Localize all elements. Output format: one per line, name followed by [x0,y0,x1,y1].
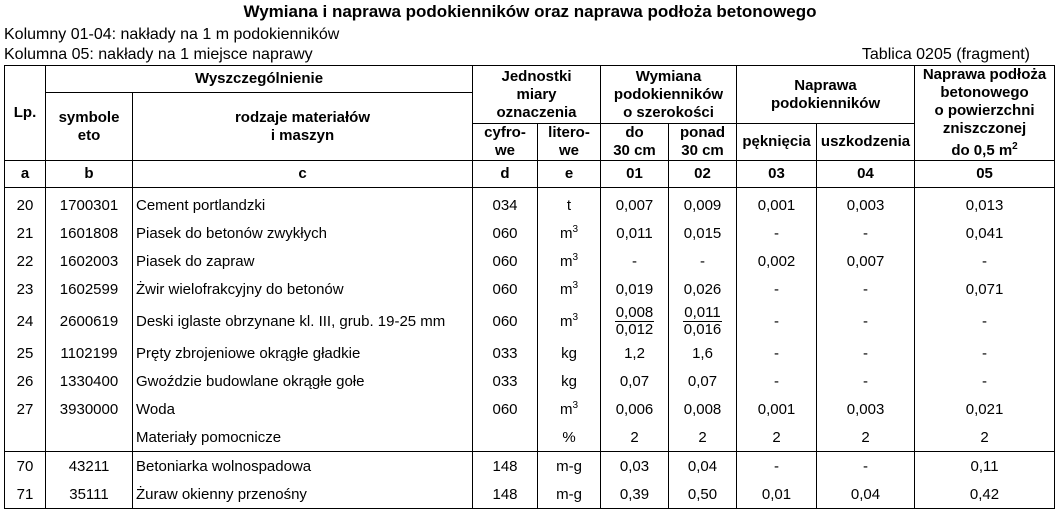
cell-lit: t [538,188,601,220]
cell-03: - [737,275,817,303]
cell-lit: $m^3$ [538,219,601,247]
cell-symbol [46,423,133,452]
cell-name: Piasek do betonów zwykłych [133,219,473,247]
header-jednostki: Jednostki miary oznaczenia [473,66,601,124]
cell-03: 0,001 [737,395,817,423]
cell-03: - [737,367,817,395]
cell-02: 0,04 [669,452,737,481]
fraction-denominator: 0,012 [615,320,654,338]
header-rodzaje: rodzaje materiałów i maszyn [133,93,473,161]
cell-02: 0,026 [669,275,737,303]
cell-lp: 23 [5,275,46,303]
cell-lit: $m^3$ [538,275,601,303]
unit-exponent: 3 [572,224,579,235]
cell-04: 0,003 [817,395,915,423]
cell-cyf: 060 [473,219,538,247]
cell-01: 0,019 [601,275,669,303]
cell-02: - [669,247,737,275]
cell-lp: 70 [5,452,46,481]
cell-name: Gwoździe budowlane okrągłe gołe [133,367,473,395]
cell-05: - [915,247,1055,275]
header-naprawa: Naprawa podokienników [737,66,915,124]
cell-lp: 20 [5,188,46,220]
cell-02: 2 [669,423,737,452]
cell-name: Deski iglaste obrzynane kl. III, grub. 19-25 mm [133,303,473,339]
cell-symbol: 43211 [46,452,133,481]
table-row [5,219,1055,247]
header-ponad30: ponad 30 cm [669,124,737,161]
cell-03: - [737,452,817,481]
letter-c: c [133,161,473,188]
letter-01: 01 [601,161,669,188]
cell-symbol: 35111 [46,480,133,509]
cell-02: 0,50 [669,480,737,509]
table-reference: Tablica 0205 (fragment) [861,46,1030,63]
fraction-denominator: 0,016 [683,320,722,338]
cell-02: 0,07 [669,367,737,395]
cell-lp: 21 [5,219,46,247]
unit-exponent: 3 [572,312,579,323]
cell-cyf: 033 [473,367,538,395]
cell-04: 0,007 [817,247,915,275]
fraction [615,305,655,338]
cell-04: - [817,367,915,395]
cell-name: Materiały pomocnicze [133,423,473,452]
cell-05: 0,013 [915,188,1055,220]
cell-name: Pręty zbrojeniowe okrągłe gładkie [133,339,473,367]
cell-lp: 71 [5,480,46,509]
cell-05: 0,041 [915,219,1055,247]
cell-05: 0,021 [915,395,1055,423]
cell-lit: m-g [538,452,601,481]
cell-05: - [915,339,1055,367]
cell-lit: % [538,423,601,452]
cell-04: - [817,219,915,247]
cell-symbol: 1102199 [46,339,133,367]
cell-05: 0,11 [915,452,1055,481]
unit-exponent: 3 [572,252,579,263]
fraction-numerator: 0,011 [684,303,721,321]
table-row [5,367,1055,395]
cell-cyf [473,423,538,452]
cell-04: 0,04 [817,480,915,509]
cell-01: 0,03 [601,452,669,481]
cell-lit: kg [538,339,601,367]
cell-03: 0,002 [737,247,817,275]
cell-04: - [817,452,915,481]
cell-name: Piasek do zapraw [133,247,473,275]
cell-01 [601,303,669,339]
cell-02: 0,009 [669,188,737,220]
cell-04: - [817,339,915,367]
table-row [5,339,1055,367]
letter-02: 02 [669,161,737,188]
cell-cyf: 148 [473,452,538,481]
cell-lit: $m^3$ [538,247,601,275]
header-wymiana: Wymiana podokienników o szerokości [601,66,737,124]
cell-02: 0,008 [669,395,737,423]
letter-d: d [473,161,538,188]
cell-01: 0,07 [601,367,669,395]
letter-e: e [538,161,601,188]
cell-01: 0,39 [601,480,669,509]
table-row [5,452,1055,481]
cell-symbol: 2600619 [46,303,133,339]
cell-lit: $m^3$ [538,303,601,339]
cell-lp: 22 [5,247,46,275]
cell-05: 0,42 [915,480,1055,509]
header-do30: do 30 cm [601,124,669,161]
cell-symbol: 1602003 [46,247,133,275]
unit-exponent: 3 [572,280,579,291]
cell-name: Żuraw okienny przenośny [133,480,473,509]
cell-03: 0,01 [737,480,817,509]
cell-lit: m-g [538,480,601,509]
cell-03: 2 [737,423,817,452]
page-title: Wymiana i naprawa podokienników oraz naprawa podłoża betonowego [243,2,817,21]
cell-lp: 24 [5,303,46,339]
table-row [5,480,1055,509]
note-columns-01-04: Kolumny 01-04: nakłady na 1 m podokienników [4,26,340,43]
cell-lit: kg [538,367,601,395]
cell-02 [669,303,737,339]
cell-lp: 25 [5,339,46,367]
cell-cyf: 034 [473,188,538,220]
cell-04: 0,003 [817,188,915,220]
header-naprawa-podloza: Naprawa podłoża betonowego o powierzchni zniszczonej do 0,5 $m^2$ [915,66,1055,161]
cell-symbol: 1601808 [46,219,133,247]
unit-exponent: 3 [572,400,579,411]
letter-05: 05 [915,161,1055,188]
cell-cyf: 060 [473,303,538,339]
cell-05: 2 [915,423,1055,452]
cell-01: 1,2 [601,339,669,367]
header-uszkodzenia: uszkodzenia [817,124,915,161]
cell-03: 0,001 [737,188,817,220]
cell-cyf: 033 [473,339,538,367]
table-row [5,275,1055,303]
letter-03: 03 [737,161,817,188]
cell-04: - [817,303,915,339]
cell-name: Woda [133,395,473,423]
letter-a: a [5,161,46,188]
cell-symbol: 1330400 [46,367,133,395]
cell-cyf: 060 [473,395,538,423]
cell-symbol: 1700301 [46,188,133,220]
cell-05: - [915,303,1055,339]
fraction-numerator: 0,008 [615,303,654,321]
cell-symbol: 3930000 [46,395,133,423]
cell-01: 2 [601,423,669,452]
header-lp: Lp. [5,66,46,161]
cell-02: 1,6 [669,339,737,367]
cell-lp: 26 [5,367,46,395]
cell-03: - [737,303,817,339]
cell-lp [5,423,46,452]
cell-lp: 27 [5,395,46,423]
fraction [683,305,723,338]
norms-table [4,65,1055,509]
cell-03: - [737,219,817,247]
header-symbole: symbole eto [46,93,133,161]
cell-name: Żwir wielofrakcyjny do betonów [133,275,473,303]
letter-04: 04 [817,161,915,188]
letter-b: b [46,161,133,188]
cell-04: 2 [817,423,915,452]
header-wyszczegolnienie: Wyszczególnienie [46,66,473,93]
header-pekniecia: pęknięcia [737,124,817,161]
cell-05: 0,071 [915,275,1055,303]
table-row [5,188,1055,220]
cell-01: 0,011 [601,219,669,247]
cell-01: - [601,247,669,275]
header-cyfrowe: cyfro- we [473,124,538,161]
table-row [5,303,1055,339]
cell-symbol: 1602599 [46,275,133,303]
cell-02: 0,015 [669,219,737,247]
table-row [5,395,1055,423]
cell-cyf: 060 [473,247,538,275]
cell-cyf: 060 [473,275,538,303]
cell-03: - [737,339,817,367]
note-column-05: Kolumna 05: nakłady na 1 miejsce naprawy [4,46,313,63]
cell-04: - [817,275,915,303]
cell-01: 0,006 [601,395,669,423]
cell-cyf: 148 [473,480,538,509]
cell-lit: $m^3$ [538,395,601,423]
cell-name: Cement portlandzki [133,188,473,220]
cell-name: Betoniarka wolnospadowa [133,452,473,481]
header-literowe: litero- we [538,124,601,161]
cell-05: - [915,367,1055,395]
cell-01: 0,007 [601,188,669,220]
table-row [5,423,1055,452]
table-row [5,247,1055,275]
